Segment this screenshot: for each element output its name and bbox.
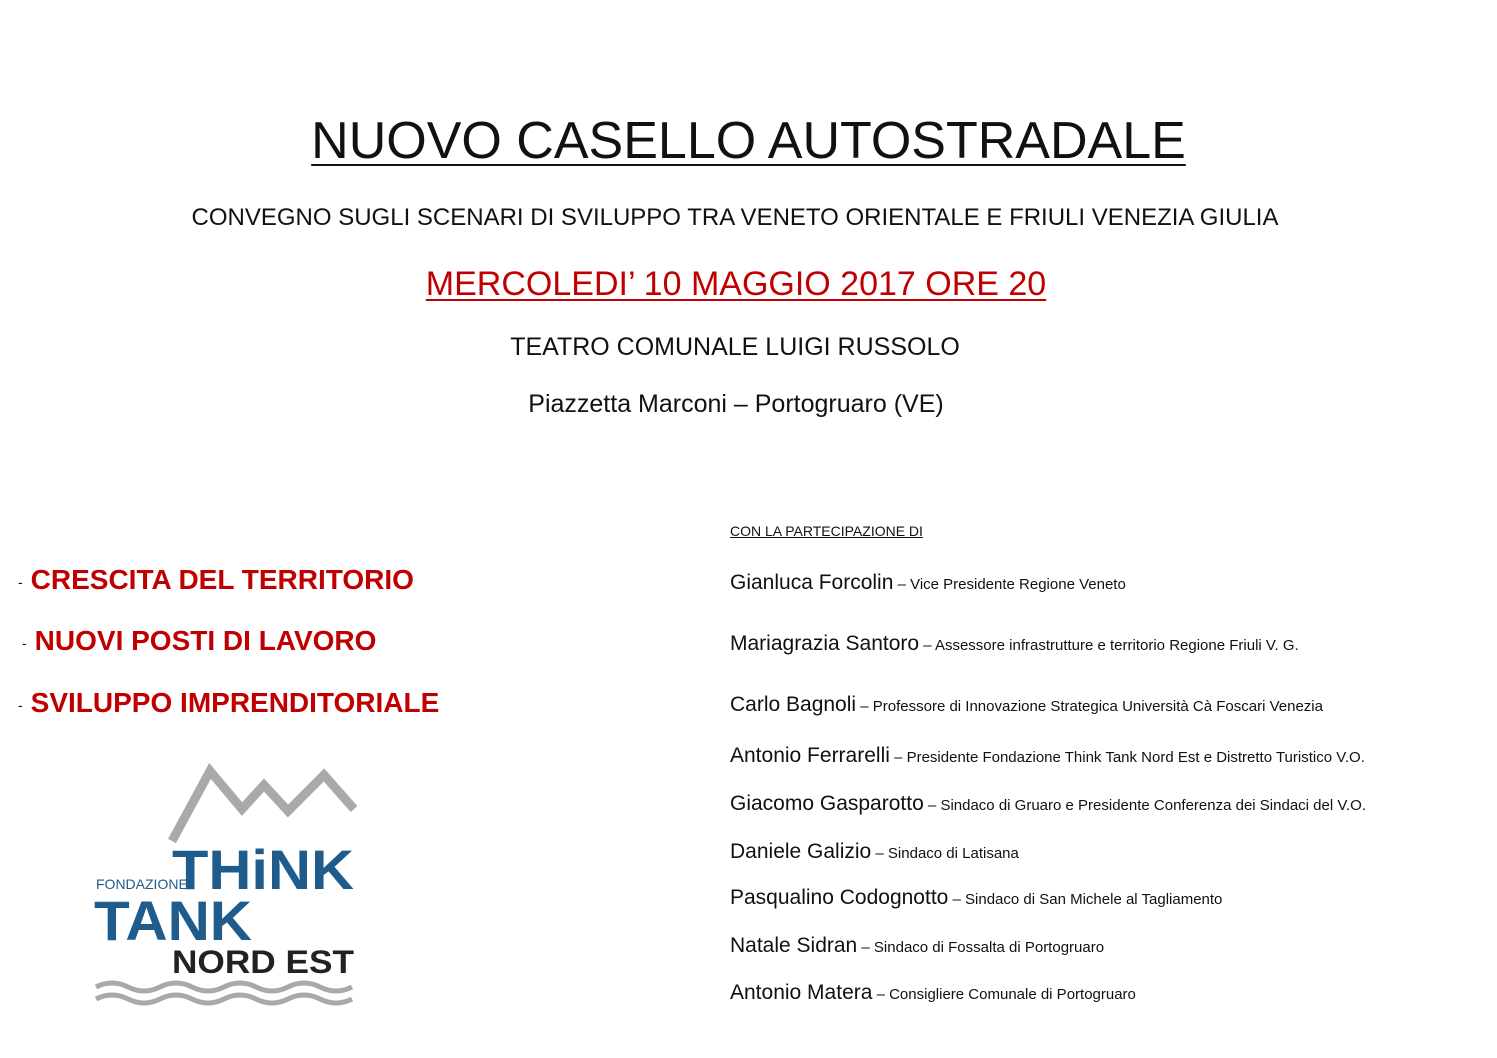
participant-name: Giacomo Gasparotto — [730, 792, 924, 815]
participant-role: – Sindaco di San Michele al Tagliamento — [948, 891, 1223, 908]
waves-icon — [96, 983, 352, 991]
logo-fondazione: FONDAZIONE — [96, 876, 188, 892]
topic-bullet: - — [22, 634, 27, 651]
participant-row — [730, 932, 1104, 962]
participant-role: – Sindaco di Gruaro e Presidente Conferenza dei Sindaci del V.O. — [923, 797, 1366, 814]
participants-heading: CON LA PARTECIPAZIONE DI — [730, 523, 923, 539]
topic-bullet: - — [18, 573, 23, 590]
topic-bullet: - — [18, 696, 23, 713]
participant-role: – Assessore infrastrutture e territorio Regione Friuli V. G. — [919, 637, 1299, 654]
participant-role: – Presidente Fondazione Think Tank Nord Est e Distretto Turistico V.O. — [889, 749, 1365, 766]
participant-name: Daniele Galizio — [730, 840, 872, 863]
participant-row — [730, 979, 1136, 1009]
logo-tank: TANK — [94, 889, 252, 952]
participant-name: Antonio Matera — [730, 981, 873, 1004]
event-subtitle: CONVEGNO SUGLI SCENARI DI SVILUPPO TRA VENETO ORIENTALE E FRIULI VENEZIA GIULIA — [191, 204, 1279, 231]
participant-name: Antonio Ferrarelli — [730, 744, 890, 767]
event-venue: TEATRO COMUNALE LUIGI RUSSOLO — [510, 333, 960, 361]
participant-row — [730, 569, 1126, 599]
mountains-icon — [172, 771, 354, 841]
participant-role: – Vice Presidente Regione Veneto — [893, 576, 1126, 593]
participant-row — [730, 691, 1323, 721]
participant-name: Carlo Bagnoli — [730, 693, 857, 716]
participant-role: – Sindaco di Latisana — [871, 845, 1019, 862]
participant-name: Natale Sidran — [730, 934, 858, 957]
participant-name: Mariagrazia Santoro — [730, 632, 920, 655]
topic-label: CRESCITA DEL TERRITORIO — [30, 564, 414, 595]
participant-row — [730, 790, 1366, 820]
topic-item — [22, 624, 376, 660]
participant-role: – Consigliere Comunale di Portogruaro — [872, 986, 1136, 1003]
waves-icon — [96, 995, 352, 1003]
topic-label: SVILUPPO IMPRENDITORIALE — [30, 687, 440, 718]
participant-role: – Professore di Innovazione Strategica Università Cà Foscari Venezia — [856, 698, 1323, 715]
topic-item — [18, 563, 414, 599]
participant-name: Gianluca Forcolin — [730, 571, 894, 594]
participant-row — [730, 884, 1222, 914]
participant-role: – Sindaco di Fossalta di Portogruaro — [857, 939, 1105, 956]
logo-nord-est: NORD EST — [172, 944, 355, 980]
participant-row — [730, 838, 1019, 868]
think-tank-nord-est-logo — [92, 763, 362, 1008]
participant-name: Pasqualino Codognotto — [730, 886, 949, 909]
page-title: NUOVO CASELLO AUTOSTRADALE — [311, 112, 1186, 170]
participant-row — [730, 742, 1365, 772]
topic-label: NUOVI POSTI DI LAVORO — [34, 625, 377, 656]
event-date: MERCOLEDI’ 10 MAGGIO 2017 ORE 20 — [425, 265, 1047, 303]
participant-row — [730, 630, 1299, 660]
topic-item — [18, 686, 439, 722]
event-address: Piazzetta Marconi – Portogruaro (VE) — [528, 390, 944, 418]
logo-think: THiNK — [172, 838, 354, 901]
